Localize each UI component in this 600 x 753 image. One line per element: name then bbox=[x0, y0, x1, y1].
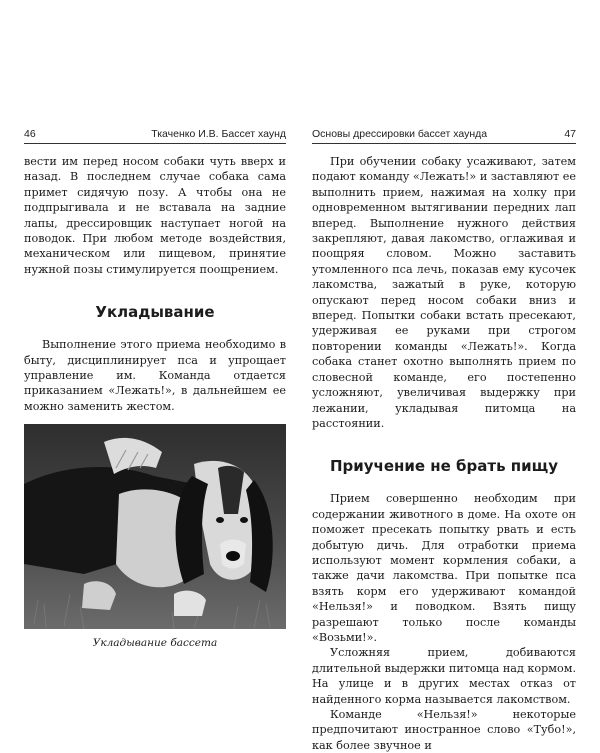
basset-hound-photo bbox=[24, 424, 286, 629]
right-paragraph-1: При обучении собаку усаживают, затем подают команду «Лежать!» и заставляют ее выполнить прием, нажимая на холку при одновременном вытягивании передних лап вперед. Выполнение нужного действия закрепляют, давая лакомство, оглаживая и поощряя словом. Можно заставить утомленного пса лечь, показав ему кусочек лакомства, зажатый в руке, которую опускают перед носом собаки вниз и вперед. Попытки собаки встать пресекают, удерживая ее руками при строгом повторении команды «Лежать!». Когда собака станет охотно выполнять прием по словесной команде, его постепенно усложняют, увеличивая выдержку при лежании, укладывая питомца на расстоянии. bbox=[312, 155, 576, 430]
left-running-head bbox=[24, 128, 286, 144]
left-section-paragraph: Выполнение этого приема необходимо в быту, дисциплинирует пса и упрощает управление им. Команда отдается приказанием «Лежать!», в дальнейшем ее можно заменить жестом. bbox=[24, 338, 286, 413]
right-paragraph-3: Усложняя прием, добиваются длительной выдержки питомца над кормом. На улице и в других местах отказ от найденного корма называется лакомством. bbox=[312, 646, 576, 706]
right-paragraph-2: Прием совершенно необходим при содержании животного в доме. На охоте он поможет пресекать попытку рвать и есть добытую дичь. Для отработки приема используют момент кормления собаки, а также дачи лакомства. При попытке пса взять корм его удерживают командой «Нельзя!» и поводком. Взять пищу разрешают только после команды «Возьми!». bbox=[312, 492, 576, 644]
right-page bbox=[312, 128, 576, 752]
right-paragraph-4: Команде «Нельзя!» некоторые предпочитают иностранное слово «Тубо!», как более звучное и bbox=[312, 708, 576, 752]
section-heading-no-food: Приучение не брать пищу bbox=[329, 457, 559, 476]
right-running-head bbox=[312, 128, 576, 144]
left-page bbox=[24, 128, 286, 650]
figure-caption: Укладывание бассета bbox=[92, 637, 218, 650]
left-page-number: 46 bbox=[24, 128, 36, 140]
section-heading-lying-down: Укладывание bbox=[95, 303, 215, 322]
left-running-title: Ткаченко И.В. Бассет хаунд bbox=[151, 128, 286, 140]
right-running-title: Основы дрессировки бассет хаунда bbox=[312, 128, 488, 140]
left-intro-paragraph: вести им перед носом собаки чуть вверх и назад. В последнем случае собака сама примет сидячую позу. А чтобы она не подпрыгивала и не вставала на задние лапы, дрессировщик наступает ногой на поводок. При любом методе воздействия, механическом или пищевом, принятие нужной позы стимулируется поощрением. bbox=[24, 155, 286, 276]
right-page-number: 47 bbox=[564, 128, 576, 140]
